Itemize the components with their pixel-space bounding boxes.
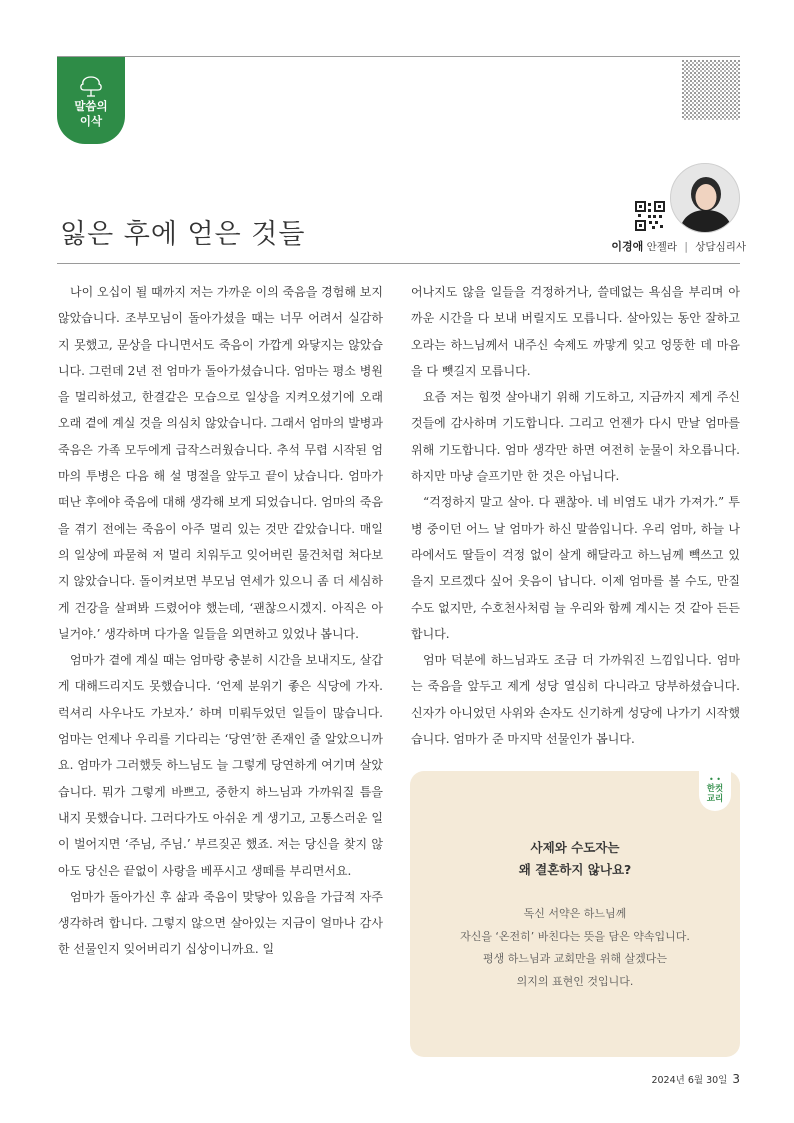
article-title: 잃은 후에 얻은 것들 xyxy=(60,219,306,250)
page-number: 3 xyxy=(732,1072,740,1086)
author-avatar xyxy=(670,163,740,233)
answer-line: 의지의 표현인 것입니다. xyxy=(516,974,634,988)
article-paragraph: 어나지도 않을 일들을 걱정하거나, 쓸데없는 욕심을 부리며 아까운 시간을 다 보내 버릴지도 모릅니다. 살아있는 동안 잘하고 오라는 하느님께서 내주신 숙제도 까맣게 잊고 엉뚱한 데 마음을 다 뺏길지 모릅니다. xyxy=(411,285,740,378)
article-paragraph: 요즘 저는 힘껏 살아내기 위해 기도하고, 지금까지 제게 주신 것들에 감사하며 기도합니다. 그리고 언젠가 다시 만날 엄마를 위해 기도합니다. 엄마 생각만 하면 여전히 눈물이 차오릅니다. 하지만 마냥 슬프기만 한 것은 아닙니다. xyxy=(411,390,740,484)
author-role: 상담심리사 xyxy=(695,241,746,253)
issue-date: 2024년 6월 30일 xyxy=(651,1075,728,1086)
catechism-answer xyxy=(410,903,740,993)
tag-label xyxy=(699,784,731,804)
qr-code-watermark xyxy=(682,60,740,120)
article-column-right xyxy=(411,279,740,752)
tag-dots: • • xyxy=(709,775,721,784)
byline-separator: | xyxy=(684,241,688,253)
badge-line2: 이삭 xyxy=(79,114,103,128)
article-paragraph: 나이 오십이 될 때까지 저는 가까운 이의 죽음을 경험해 보지 않았습니다. 조부모님이 돌아가셨을 때는 너무 어려서 실감하지 못했고, 문상을 다니면서도 죽음이 가깝게 와닿지는 않았습니다. 그런데 2년 전 엄마가 돌아가셨습니다. 엄마는 평소 병원을 멀리하셨고, 한결같은 모습으로 일상을 지켜오셨기에 오래오래 곁에 계실 것을 의심치 않았습니다. 그래서 엄마의 발병과 죽음은 가족 모두에게 급작스러웠습니다. 추석 무렵 시작된 엄마의 투병은 다음 해 설 명절을 앞두고 끝이 났습니다. 엄마가 떠난 후에야 죽음에 대해 생각해 보게 되었습니다. 엄마의 죽음을 겪기 전에는 죽음이 아주 멀리 있는 것만 같았습니다. 매일의 일상에 파묻혀 저 멀리 치워두고 잊어버린 물건처럼 쳐다보지 않았습니다. 돌이켜보면 부모님 연세가 있으니 좀 더 세심하게 건강을 살펴봐 드렸어야 했는데, ‘괜찮으시겠지. 아직은 아닐거야.’ 생각하며 다가올 일들을 외면하고 있었나 봅니다. xyxy=(58,285,383,641)
answer-line: 자신을 ‘온전히’ 바친다는 뜻을 담은 약속입니다. xyxy=(460,929,690,943)
article-paragraph: 엄마 덕분에 하느님과도 조금 더 가까워진 느낌입니다. 엄마는 죽음을 앞두고 제게 성당 열심히 다니라고 당부하셨습니다. 신자가 아니었던 사위와 손자도 신기하게 성당에 나가기 시작했습니다. 엄마가 준 마지막 선물인가 봅니다. xyxy=(411,653,740,747)
tag-line1: 한컷 xyxy=(706,784,724,794)
tag-line2: 교리 xyxy=(706,794,724,804)
article-paragraph: 엄마가 돌아가신 후 삶과 죽음이 맞닿아 있음을 가급적 자주 생각하려 합니다. 그렇지 않으면 살아있는 지금이 얼마나 감사한 선물인지 잊어버리기 십상이니까요. 일 xyxy=(58,889,383,957)
article-paragraph: “걱정하지 말고 살아. 다 괜찮아. 네 비염도 내가 가져가.” 투병 중이던 어느 날 엄마가 하신 말씀입니다. 우리 엄마, 하늘 나라에서도 딸들이 걱정 없이 살게 해달라고 하느님께 빽쓰고 있을지 모르겠다 싶어 웃음이 납니다. 이제 엄마를 볼 수도, 만질 수도 없지만, 수호천사처럼 늘 우리와 함께 계시는 것 같아 든든합니다. xyxy=(411,495,740,641)
catechism-tag xyxy=(699,771,731,811)
article-column-left xyxy=(58,279,383,963)
page-footer xyxy=(651,1072,740,1086)
answer-line: 독신 서약은 하느님께 xyxy=(523,907,627,920)
tree-icon xyxy=(77,75,105,97)
answer-line: 평생 하느님과 교회만을 위해 살겠다는 xyxy=(482,952,667,965)
author-baptism-name: 안젤라 xyxy=(646,241,678,253)
catechism-question-line1: 사제와 수도자는 xyxy=(530,840,620,855)
author-byline xyxy=(611,238,746,254)
catechism-question-line2: 왜 결혼하지 않나요? xyxy=(518,862,632,877)
badge-line1: 말씀의 xyxy=(74,99,108,113)
qr-code-icon xyxy=(635,201,665,231)
article-paragraph: 엄마가 곁에 계실 때는 엄마랑 충분히 시간을 보내지도, 살갑게 대해드리지도 못했습니다. ‘언제 분위기 좋은 식당에 가자. 럭셔리 사우나도 가보자.’ 하며 미뤄두었던 일들이 많습니다. 엄마는 언제나 우리를 기다리는 ‘당연’한 존재인 줄 알았으니까요. 엄마가 그러했듯 하느님도 늘 그렇게 당연하게 여기며 살았습니다. 뭐가 그렇게 바쁘고, 중한지 하느님과 가까워질 틈을 내지 못했습니다. 그러다가도 아쉬운 게 생기고, 고통스러운 일이 벌어지면 ‘주님, 주님.’ 부르짖곤 했죠. 저는 당신을 찾지 않아도 당신은 끝없이 사랑을 베푸시고 생떼를 부리면서요. xyxy=(58,653,383,878)
top-rule xyxy=(57,56,740,57)
section-badge xyxy=(57,57,125,144)
author-name: 이경애 xyxy=(611,240,644,253)
title-rule xyxy=(57,263,740,264)
